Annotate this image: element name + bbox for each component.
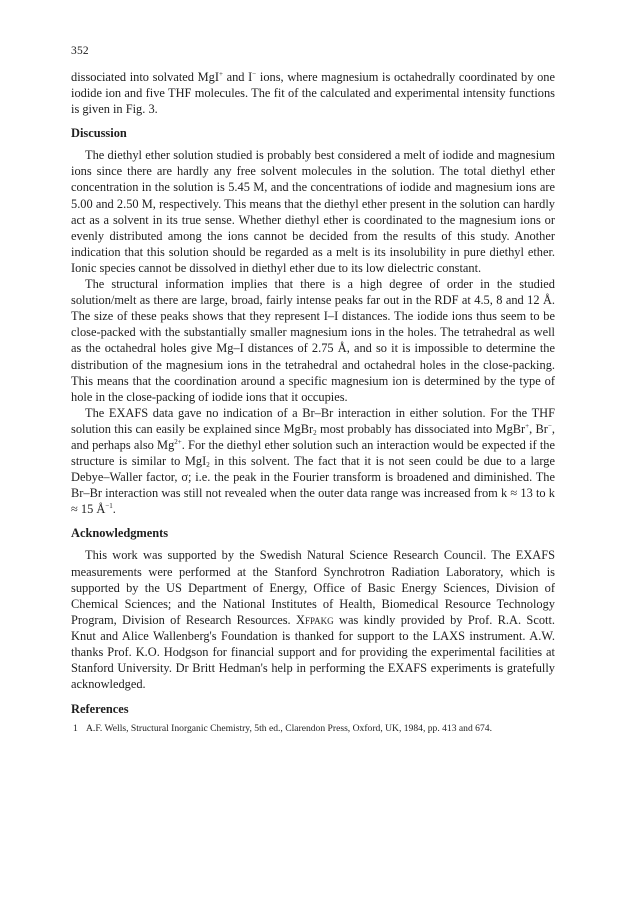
text-run: This work was supported by the Swedish Natural Science Research Council. The EXAFS measurements were performed at the Stanford Synchrotron Radiation Laboratory, which is supported by the US Department of Energy, Office of Basic Energy Sciences, Division of Chemical Sciences; and the National Institutes of Health, Biomedical Resource Technology Program, Division of Research Resources. bbox=[71, 548, 555, 627]
reference-text: A.F. Wells, Structural Inorganic Chemistry, 5th ed., Clarendon Press, Oxford, UK, 1984, pp. 413 and 674. bbox=[86, 723, 492, 735]
superscript: + bbox=[525, 421, 530, 430]
acknowledgments-paragraph bbox=[71, 547, 555, 692]
text-run: in this solvent. The fact that it is not seen could be due to a large Debye–Waller factor, σ; i.e. the peak in the Fourier transform is broadened and diminished. The Br–Br interaction was still not revealed when the outer data range was increased from k ≈ 13 to k ≈ 15 Å bbox=[71, 454, 556, 517]
intro-text-part: and I bbox=[222, 70, 253, 84]
text-run: , Br bbox=[529, 421, 548, 436]
intro-text-part: ions, where magnesium is octahedrally coordinated by one iodide ion and five THF molecules. The fit of the calculated and experimental intensity functions is given in Fig. 3. bbox=[71, 70, 555, 117]
page-number: 352 bbox=[71, 45, 89, 57]
text-run: most probably has dissociated into MgBr bbox=[316, 421, 526, 436]
intro-text-part: dissociated into solvated MgI bbox=[71, 70, 219, 84]
superscript: − bbox=[547, 421, 552, 430]
subscript: 2 bbox=[206, 461, 210, 470]
references-heading: References bbox=[71, 702, 129, 717]
subscript: 2 bbox=[313, 428, 317, 437]
reference-list bbox=[71, 723, 555, 736]
reference-number: 1 bbox=[73, 723, 78, 735]
text-run: . For the diethyl ether solution such an interaction would be expected if the structure is similar to MgI bbox=[71, 437, 556, 469]
text-run: was kindly provided by Prof. R.A. Scott. Knut and Alice Wallenberg's Foundation is thanked for support to the LAXS instrument. A.W. thanks Prof. K.O. Hodgson for financial support and for providing the experimental facilities at Stanford University. Dr Britt Hedman's help in performing the EXAFS experiments is gratefully acknowledged. bbox=[71, 612, 555, 692]
superscript: 2+ bbox=[174, 437, 182, 446]
superscript: − bbox=[252, 70, 257, 78]
text-run: , and perhaps also Mg bbox=[71, 421, 555, 452]
discussion-heading: Discussion bbox=[71, 126, 127, 141]
journal-page bbox=[71, 44, 555, 736]
program-name: Xfpakg bbox=[296, 612, 334, 627]
acknowledgments-heading: Acknowledgments bbox=[71, 526, 169, 541]
reference-item bbox=[71, 723, 555, 736]
discussion-paragraph-2: The structural information implies that there is a high degree of order in the studied solution/melt as there are large, broad, fairly intense peaks far out in the RDF at 4.5, 8 and 12 Å. The size of these peaks shows that they represent I–I distances. The iodide ions thus seem to be close-packed with the substantially smaller magnesium ions in the holes. The tetrahedral as well as the octahedral holes give Mg–I distances of 2.75 Å, and so it is impossible to determine the distribution of the magnesium ions in the tetrahedral and octahedral holes in the close-packing. This means that the coordination around a specific magnesium ion is determined by the type of hole in the close-packing of iodide ions that it occupies. bbox=[71, 277, 555, 404]
discussion-paragraph-1: The diethyl ether solution studied is probably best considered a melt of iodide and magnesium ions since there are hardly any free solvent molecules in the solution. The total diethyl ether concentration in the solution is 5.45 M, and the concentrations of iodide and magnesium ions are 5.00 and 2.50 M, respectively. This means that the diethyl ether present in the solution can hardly act as a solvent in its true sense. Whether diethyl ether is coordinated to the magnesium ions or evenly distributed among the ions cannot be decided from the results of this study. Another indication that this solution should be regarded as a melt is its insolubility in pure diethyl ether. Ionic species cannot be dissolved in diethyl ether due to its low dielectric constant. bbox=[71, 148, 555, 275]
superscript: + bbox=[218, 70, 223, 78]
discussion-paragraph-3 bbox=[71, 405, 555, 518]
text-run: . bbox=[112, 502, 116, 517]
superscript: −1 bbox=[105, 502, 113, 511]
intro-paragraph bbox=[71, 69, 555, 117]
text-run: The EXAFS data gave no indication of a Br–Br interaction in either solution. For the THF solution this can easily be explained since MgBr bbox=[71, 405, 555, 436]
